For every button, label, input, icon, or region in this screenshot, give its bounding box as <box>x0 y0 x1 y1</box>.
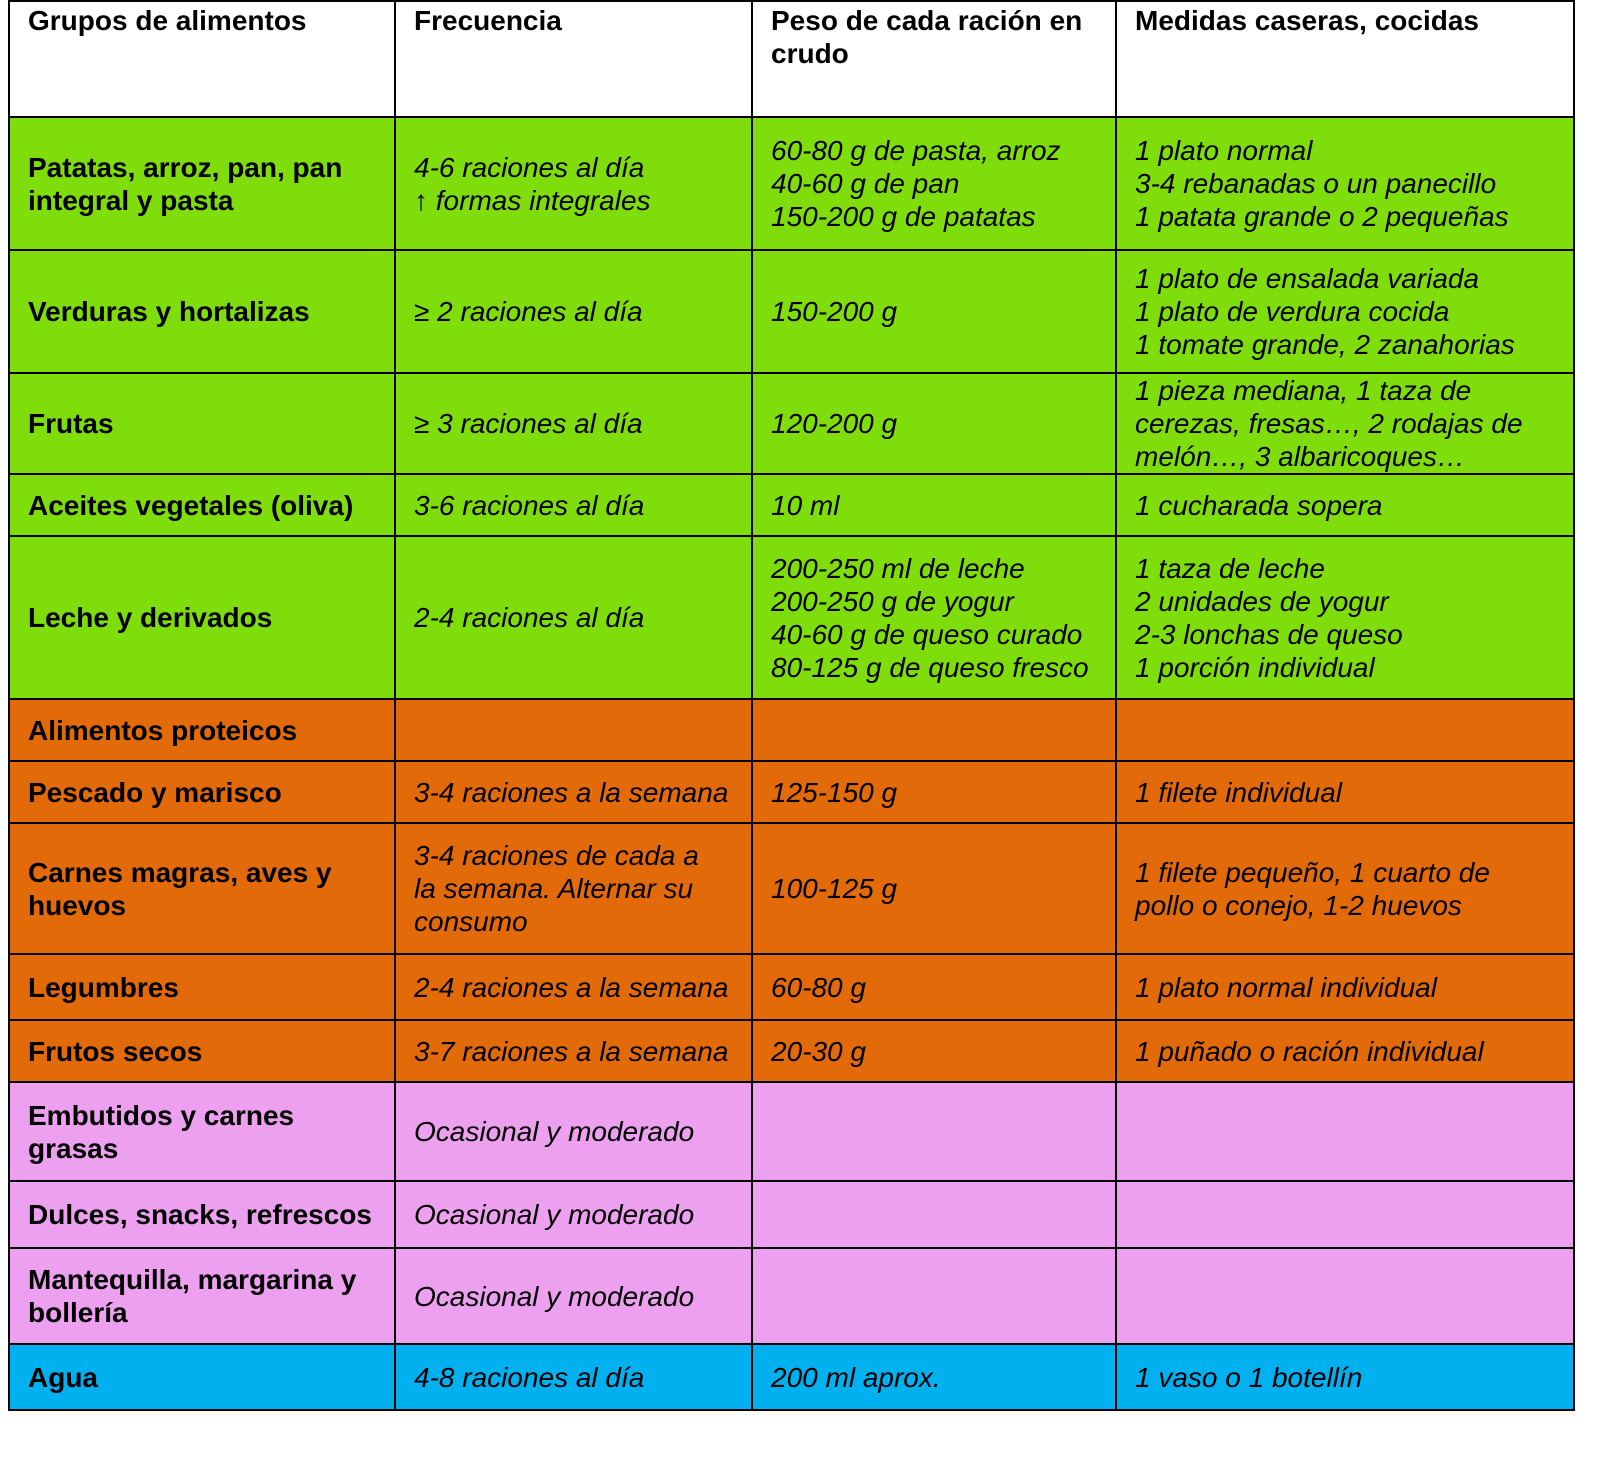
row-pescado <box>9 761 1574 823</box>
row-carnes <box>9 823 1574 954</box>
frequency-cell: ≥ 2 raciones al día <box>395 250 752 373</box>
frequency-cell: Ocasional y moderado <box>395 1181 752 1248</box>
weight-cell <box>752 699 1116 761</box>
frequency-cell: 4-8 raciones al día <box>395 1344 752 1410</box>
measures-line: 1 taza de leche <box>1135 552 1325 584</box>
frequency-cell: 3-6 raciones al día <box>395 474 752 536</box>
weight-line: 40-60 g de pan <box>771 168 960 199</box>
frequency-cell: ≥ 3 raciones al día <box>395 373 752 474</box>
header-measures: Medidas caseras, cocidas <box>1116 1 1574 117</box>
group-cell: Frutos secos <box>9 1020 395 1082</box>
row-frutos-secos <box>9 1020 1574 1082</box>
frequency-line: 4-6 raciones al día <box>414 151 645 183</box>
weight-line: 40-60 g de queso curado <box>771 618 1083 650</box>
header-group: Grupos de alimentos <box>9 1 395 117</box>
frequency-line: la semana. Alternar su <box>414 873 694 904</box>
weight-line: 150-200 g de patatas <box>771 201 1036 232</box>
measures-cell <box>1116 699 1574 761</box>
weight-line: 200-250 ml de leche <box>771 552 1025 584</box>
measures-cell: 1 vaso o 1 botellín <box>1116 1344 1574 1410</box>
measures-cell: 1 plato normal individual <box>1116 954 1574 1020</box>
group-cell: Carnes magras, aves y huevos <box>9 823 395 954</box>
frequency-cell <box>395 823 752 954</box>
measures-cell: 1 puñado o ración individual <box>1116 1020 1574 1082</box>
weight-cell <box>752 117 1116 250</box>
weight-cell: 20-30 g <box>752 1020 1116 1082</box>
food-groups-table <box>8 0 1575 1411</box>
group-cell: Frutas <box>9 373 395 474</box>
measures-line: 2-3 lonchas de queso <box>1135 618 1403 650</box>
weight-cell: 60-80 g <box>752 954 1116 1020</box>
weight-cell <box>752 1248 1116 1344</box>
measures-line: 1 plato de ensalada variada <box>1135 263 1480 294</box>
group-cell: Verduras y hortalizas <box>9 250 395 373</box>
group-cell: Pescado y marisco <box>9 761 395 823</box>
frequency-cell: 2-4 raciones al día <box>395 536 752 699</box>
weight-cell: 120-200 g <box>752 373 1116 474</box>
frequency-line: ↑ formas integrales <box>414 184 651 216</box>
measures-line: 1 plato normal <box>1135 135 1313 166</box>
measures-cell <box>1116 536 1574 699</box>
weight-line: 80-125 g de queso fresco <box>771 651 1089 683</box>
measures-line: pollo o conejo, 1-2 huevos <box>1135 889 1462 921</box>
frequency-cell: Ocasional y moderado <box>395 1248 752 1344</box>
weight-cell: 100-125 g <box>752 823 1116 954</box>
measures-line: 1 pieza mediana, 1 taza de <box>1135 375 1472 406</box>
measures-cell <box>1116 117 1574 250</box>
frequency-cell <box>395 117 752 250</box>
header-weight: Peso de cada ración en crudo <box>752 1 1116 117</box>
frequency-line: 3-4 raciones de cada a <box>414 840 699 871</box>
frequency-cell: 3-7 raciones a la semana <box>395 1020 752 1082</box>
group-cell: Patatas, arroz, pan, pan integral y pasta <box>9 117 395 250</box>
group-cell: Legumbres <box>9 954 395 1020</box>
measures-line: 2 unidades de yogur <box>1135 585 1389 617</box>
weight-cell <box>752 1181 1116 1248</box>
measures-cell <box>1116 1082 1574 1181</box>
weight-cell: 150-200 g <box>752 250 1116 373</box>
header-frequency: Frecuencia <box>395 1 752 117</box>
group-cell: Agua <box>9 1344 395 1410</box>
measures-line: cerezas, fresas…, 2 rodajas de <box>1135 408 1523 439</box>
row-mantequilla <box>9 1248 1574 1344</box>
weight-line: 60-80 g de pasta, arroz <box>771 135 1061 166</box>
measures-cell: 1 filete individual <box>1116 761 1574 823</box>
header-row <box>9 1 1574 117</box>
row-verduras <box>9 250 1574 373</box>
measures-line: 3-4 rebanadas o un panecillo <box>1135 168 1497 199</box>
weight-cell <box>752 1082 1116 1181</box>
measures-cell: 1 cucharada sopera <box>1116 474 1574 536</box>
weight-cell: 125-150 g <box>752 761 1116 823</box>
row-frutas <box>9 373 1574 474</box>
measures-cell <box>1116 823 1574 954</box>
frequency-line: consumo <box>414 906 528 937</box>
row-embutidos <box>9 1082 1574 1181</box>
frequency-cell: 3-4 raciones a la semana <box>395 761 752 823</box>
measures-cell <box>1116 1248 1574 1344</box>
row-aceites <box>9 474 1574 536</box>
measures-line: melón…, 3 albaricoques… <box>1135 441 1465 472</box>
measures-line: 1 filete pequeño, 1 cuarto de <box>1135 856 1490 888</box>
measures-line: 1 patata grande o 2 pequeñas <box>1135 201 1509 232</box>
frequency-cell: Ocasional y moderado <box>395 1082 752 1181</box>
weight-line: 200-250 g de yogur <box>771 585 1014 617</box>
measures-line: 1 tomate grande, 2 zanahorias <box>1135 329 1515 360</box>
row-patatas <box>9 117 1574 250</box>
group-cell: Embutidos y carnes grasas <box>9 1082 395 1181</box>
frequency-cell <box>395 699 752 761</box>
weight-cell: 10 ml <box>752 474 1116 536</box>
measures-line: 1 porción individual <box>1135 651 1375 683</box>
row-dulces <box>9 1181 1574 1248</box>
weight-cell <box>752 536 1116 699</box>
group-cell: Leche y derivados <box>9 536 395 699</box>
group-cell: Dulces, snacks, refrescos <box>9 1181 395 1248</box>
group-cell: Mantequilla, margarina y bollería <box>9 1248 395 1344</box>
group-cell: Alimentos proteicos <box>9 699 395 761</box>
measures-cell <box>1116 250 1574 373</box>
row-proteicos <box>9 699 1574 761</box>
measures-line: 1 plato de verdura cocida <box>1135 296 1450 327</box>
measures-cell <box>1116 1181 1574 1248</box>
row-leche <box>9 536 1574 699</box>
frequency-cell: 2-4 raciones a la semana <box>395 954 752 1020</box>
group-cell: Aceites vegetales (oliva) <box>9 474 395 536</box>
row-agua <box>9 1344 1574 1410</box>
row-legumbres <box>9 954 1574 1020</box>
weight-cell: 200 ml aprox. <box>752 1344 1116 1410</box>
measures-cell <box>1116 373 1574 474</box>
